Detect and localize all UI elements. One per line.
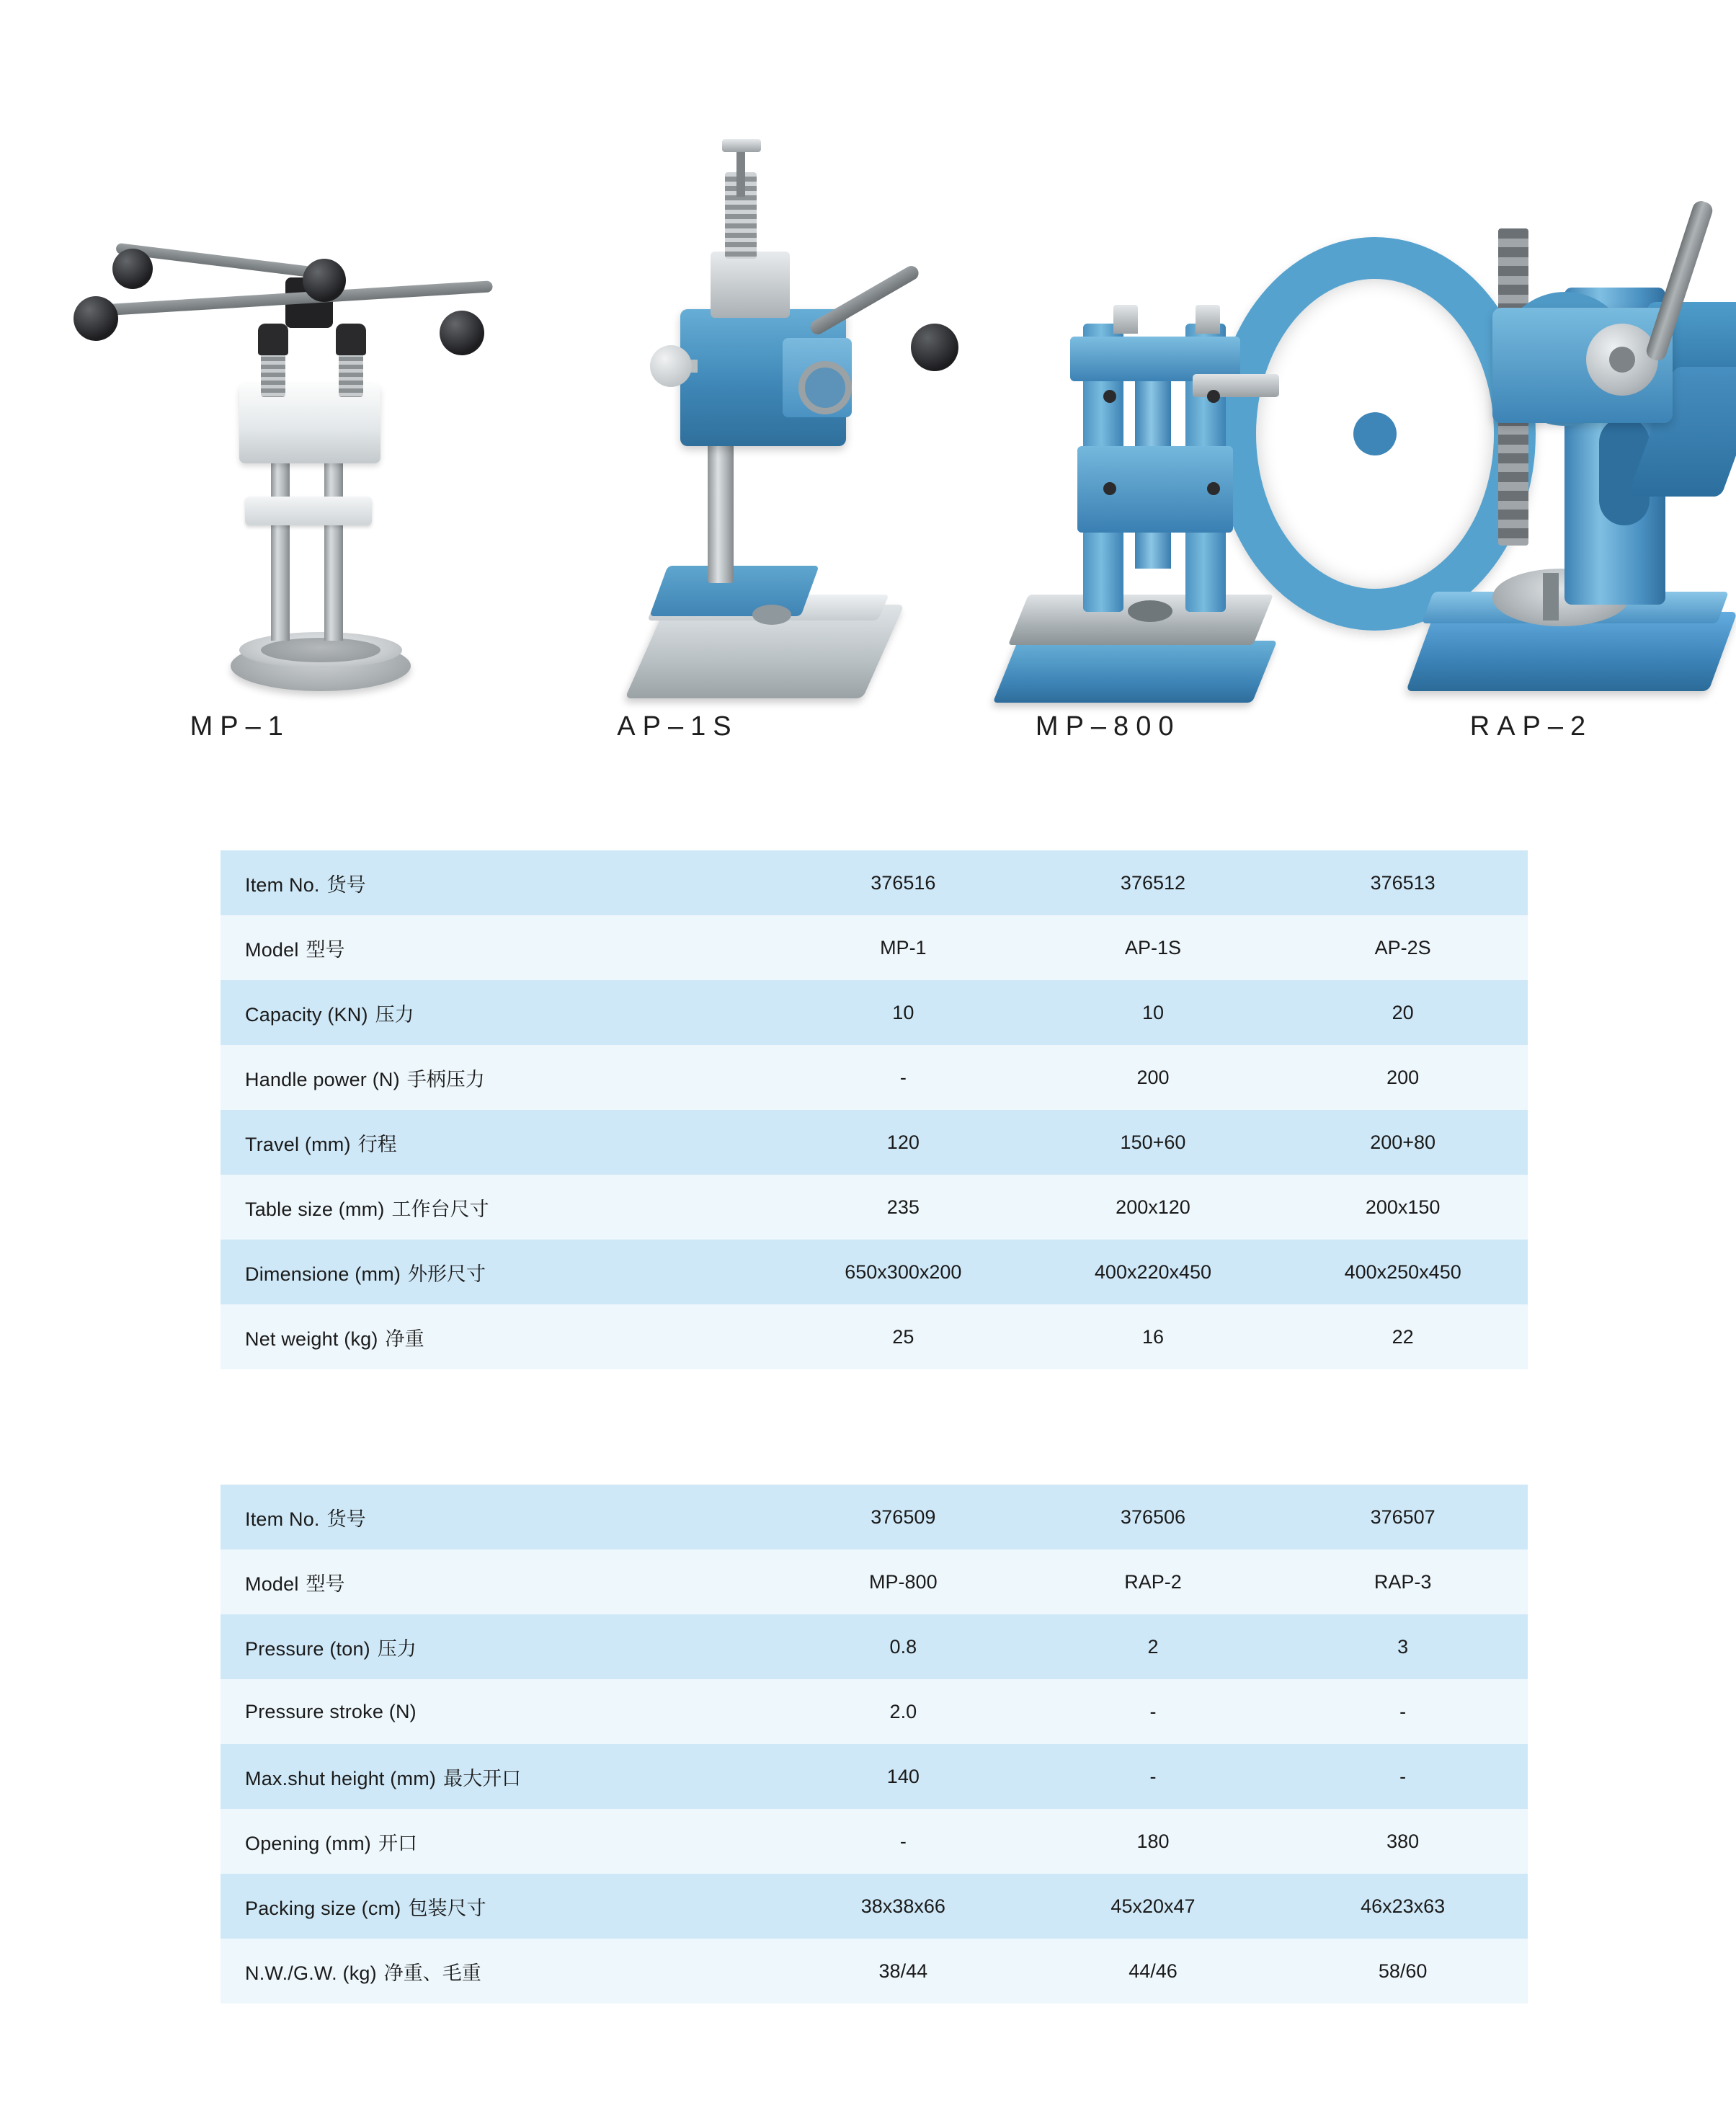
- machine-bolt: [1103, 390, 1116, 403]
- cell-value: 400x250x450: [1278, 1240, 1528, 1304]
- cell-value: 376516: [778, 850, 1028, 915]
- machine-shaft: [1193, 374, 1279, 397]
- machine-side-knob: [650, 345, 692, 387]
- machine-anvil-slot: [1543, 573, 1559, 621]
- machine-base-bracket: [650, 566, 819, 616]
- cell-value: 58/60: [1278, 1939, 1528, 2003]
- row-label-en: Model: [245, 938, 299, 961]
- cell-value: 400x220x450: [1028, 1240, 1278, 1304]
- table-row: [221, 980, 1528, 1045]
- table-row: [221, 1744, 1528, 1809]
- row-label-cn: 型号: [306, 1573, 345, 1595]
- cell-value: 2: [1028, 1614, 1278, 1679]
- table-row: [221, 1874, 1528, 1939]
- row-label-cn: 外形尺寸: [408, 1263, 486, 1285]
- row-label-cn: 工作台尺寸: [391, 1198, 489, 1220]
- row-label-cn: 最大开口: [443, 1767, 522, 1789]
- table-row: [221, 1175, 1528, 1240]
- machine-base: [992, 641, 1277, 703]
- row-label: [221, 1874, 778, 1939]
- cell-value: 25: [778, 1304, 1028, 1369]
- row-label-en: Net weight (kg): [245, 1327, 378, 1350]
- machine-bolt: [1207, 482, 1220, 495]
- product-item-mp-800: [897, 107, 1319, 742]
- row-label-en: Travel (mm): [245, 1133, 351, 1155]
- row-label: [221, 1175, 778, 1240]
- machine-handle-ball: [112, 249, 153, 289]
- cell-value: AP-2S: [1278, 915, 1528, 980]
- cell-value: 0.8: [778, 1614, 1028, 1679]
- machine-handle-ball: [303, 259, 346, 302]
- machine-rod-cap: [722, 139, 761, 152]
- product-item-rap-2: [1327, 107, 1736, 742]
- row-label: [221, 1809, 778, 1874]
- cell-value: 2.0: [778, 1679, 1028, 1744]
- table-row: [221, 1614, 1528, 1679]
- row-label: [221, 1110, 778, 1175]
- row-label-cn: 净重: [385, 1327, 424, 1350]
- machine-mid-plate: [245, 497, 372, 525]
- row-label: [221, 1939, 778, 2003]
- cell-value: 200x150: [1278, 1175, 1528, 1240]
- row-label-cn: 货号: [326, 1508, 366, 1530]
- product-caption: MP–800: [1035, 711, 1181, 742]
- row-label: [221, 1549, 778, 1614]
- cell-value: 10: [1028, 980, 1278, 1045]
- row-label-cn: 型号: [306, 938, 345, 961]
- cell-value: 376512: [1028, 850, 1278, 915]
- row-label: [221, 1045, 778, 1110]
- row-label-en: Item No.: [245, 873, 320, 896]
- cell-value: AP-1S: [1028, 915, 1278, 980]
- table-row: [221, 1240, 1528, 1304]
- table-row: [221, 1045, 1528, 1110]
- machine-knob-left: [258, 324, 288, 355]
- table-row: [221, 850, 1528, 915]
- row-label: [221, 1240, 778, 1304]
- cell-value: 38/44: [778, 1939, 1028, 2003]
- row-label-en: Opening (mm): [245, 1832, 371, 1854]
- machine-cap-left: [1113, 305, 1138, 334]
- cell-value: 180: [1028, 1809, 1278, 1874]
- machine-bolt: [1207, 390, 1220, 403]
- row-label-en: Pressure (ton): [245, 1637, 370, 1660]
- row-label: [221, 1679, 778, 1744]
- row-label-cn: 货号: [326, 873, 366, 896]
- cell-value: 200x120: [1028, 1175, 1278, 1240]
- cell-value: RAP-2: [1028, 1549, 1278, 1614]
- row-label-en: Pressure stroke (N): [245, 1700, 417, 1722]
- cell-value: 22: [1278, 1304, 1528, 1369]
- product-item-mp-1: [29, 107, 451, 742]
- row-label-en: Model: [245, 1573, 299, 1595]
- row-label-cn: 行程: [357, 1133, 397, 1155]
- row-label: [221, 1744, 778, 1809]
- product-item-ap-1s: [473, 107, 882, 742]
- cell-value: 20: [1278, 980, 1528, 1045]
- table-row: [221, 1809, 1528, 1874]
- cell-value: MP-800: [778, 1549, 1028, 1614]
- row-label: [221, 980, 778, 1045]
- machine-hub-pin: [1609, 347, 1635, 373]
- cell-value: -: [1028, 1679, 1278, 1744]
- cell-value: 46x23x63: [1278, 1874, 1528, 1939]
- cell-value: 10: [778, 980, 1028, 1045]
- cell-value: 376507: [1278, 1485, 1528, 1549]
- product-image-mp-1: [29, 107, 451, 698]
- cell-value: 45x20x47: [1028, 1874, 1278, 1939]
- cell-value: 200+80: [1278, 1110, 1528, 1175]
- cell-value: -: [1278, 1679, 1528, 1744]
- cell-value: 376509: [778, 1485, 1028, 1549]
- row-label-cn: 压力: [377, 1637, 417, 1660]
- cell-value: 140: [778, 1744, 1028, 1809]
- row-label-en: Handle power (N): [245, 1068, 400, 1090]
- row-label-en: N.W./G.W. (kg): [245, 1962, 377, 1984]
- cell-value: MP-1: [778, 915, 1028, 980]
- product-image-ap-1s: [473, 107, 882, 698]
- row-label-cn: 包装尺寸: [408, 1897, 486, 1919]
- cell-value: 200: [1028, 1045, 1278, 1110]
- cell-value: 120: [778, 1110, 1028, 1175]
- product-caption: AP–1S: [617, 711, 739, 742]
- table-row: [221, 1939, 1528, 2003]
- row-label: [221, 1304, 778, 1369]
- product-caption: MP–1: [190, 711, 290, 742]
- product-caption: RAP–2: [1469, 711, 1593, 742]
- row-label: [221, 1485, 778, 1549]
- cell-value: 150+60: [1028, 1110, 1278, 1175]
- machine-rod: [736, 146, 745, 197]
- machine-base-inner: [261, 638, 380, 662]
- machine-cap-right: [1196, 305, 1220, 334]
- cell-value: 16: [1028, 1304, 1278, 1369]
- cell-value: 200: [1278, 1045, 1528, 1110]
- row-label-en: Table size (mm): [245, 1198, 385, 1220]
- machine-knob-right: [336, 324, 366, 355]
- machine-bolt: [1103, 482, 1116, 495]
- row-label-en: Max.shut height (mm): [245, 1767, 437, 1789]
- row-label-cn: 净重、毛重: [383, 1962, 481, 1984]
- cell-value: -: [1028, 1744, 1278, 1809]
- row-label-cn: 手柄压力: [406, 1068, 485, 1090]
- table-row: [221, 1549, 1528, 1614]
- cell-value: 650x300x200: [778, 1240, 1028, 1304]
- cell-value: 376506: [1028, 1485, 1278, 1549]
- cell-value: 44/46: [1028, 1939, 1278, 2003]
- row-label: [221, 850, 778, 915]
- cell-value: 3: [1278, 1614, 1528, 1679]
- cell-value: -: [778, 1809, 1028, 1874]
- cell-value: 380: [1278, 1809, 1528, 1874]
- row-label-en: Capacity (KN): [245, 1003, 368, 1026]
- spec-table-2: [221, 1485, 1528, 2003]
- row-label-en: Dimensione (mm): [245, 1263, 401, 1285]
- cell-value: -: [1278, 1744, 1528, 1809]
- row-label-en: Item No.: [245, 1508, 320, 1530]
- cell-value: RAP-3: [1278, 1549, 1528, 1614]
- product-gallery: [0, 50, 1736, 742]
- row-label-cn: 压力: [375, 1003, 414, 1026]
- row-label: [221, 1614, 778, 1679]
- machine-head-ring: [798, 361, 852, 414]
- spec-table-1: [221, 850, 1528, 1369]
- table-row: [221, 1304, 1528, 1369]
- machine-top-block: [711, 252, 790, 318]
- table-row: [221, 915, 1528, 980]
- cell-value: 38x38x66: [778, 1874, 1028, 1939]
- table-row: [221, 1110, 1528, 1175]
- product-image-mp-800: [897, 107, 1319, 698]
- cell-value: -: [778, 1045, 1028, 1110]
- row-label: [221, 915, 778, 980]
- product-image-rap-2: [1327, 107, 1736, 698]
- row-label-cn: 开口: [378, 1832, 417, 1854]
- table-row: [221, 1485, 1528, 1549]
- machine-handle-ball: [74, 296, 118, 341]
- cell-value: 235: [778, 1175, 1028, 1240]
- table-row: [221, 1679, 1528, 1744]
- machine-table-hole: [1128, 600, 1172, 622]
- cell-value: 376513: [1278, 850, 1528, 915]
- row-label-en: Packing size (cm): [245, 1897, 401, 1919]
